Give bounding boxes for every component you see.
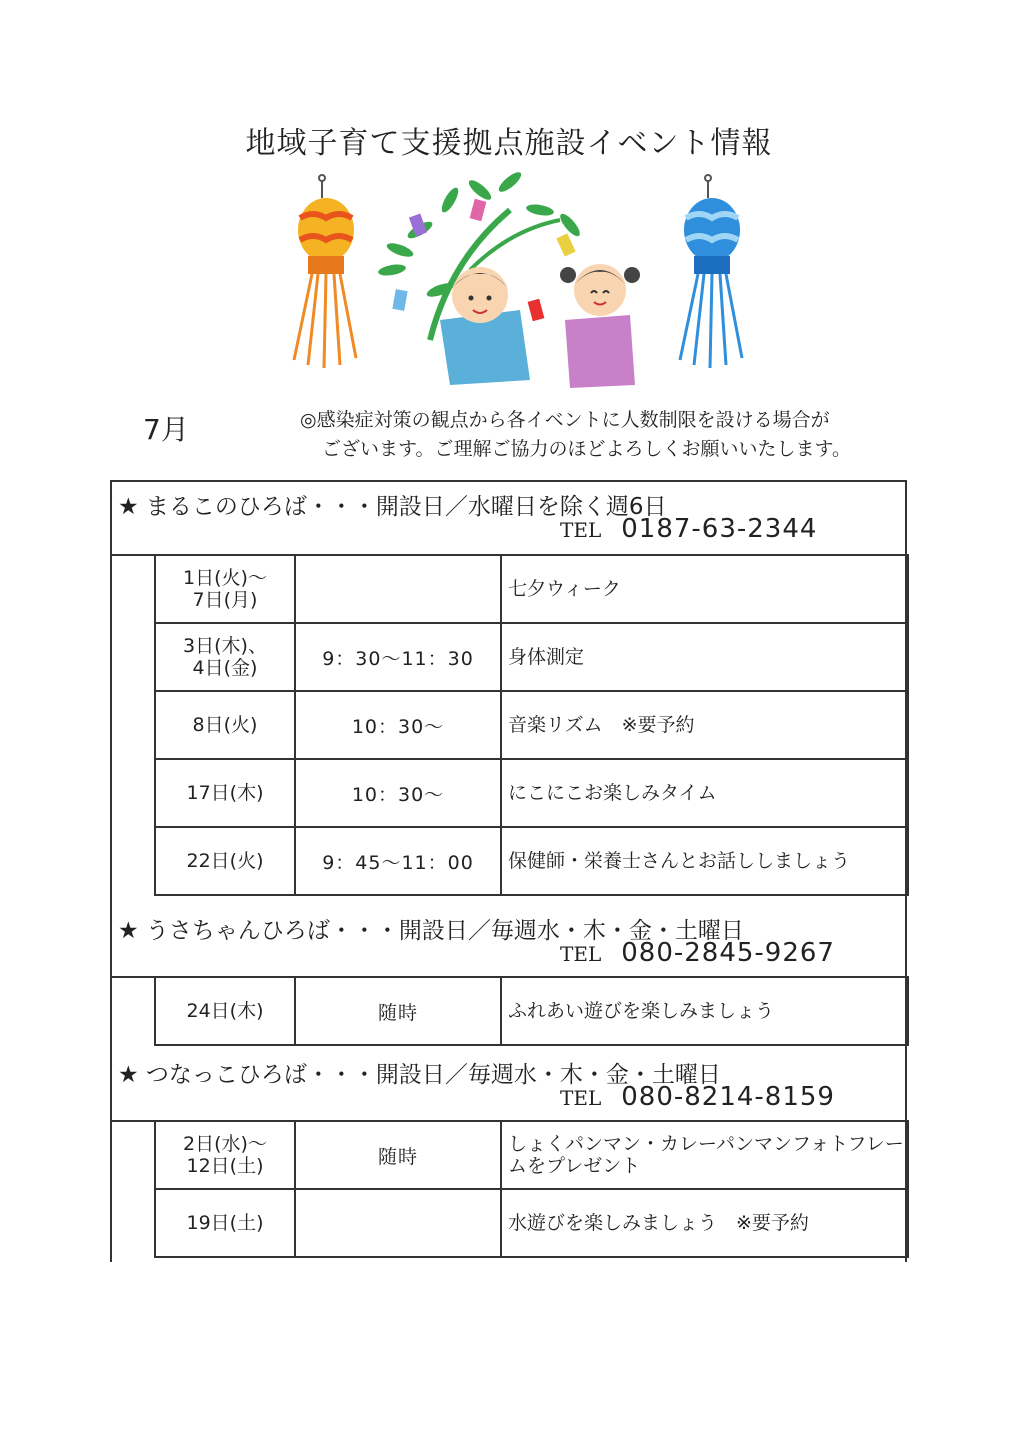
notice-line-1: ◎感染症対策の観点から各イベントに人数制限を設ける場合が	[300, 409, 830, 431]
event-date: 8日(火)	[155, 691, 295, 759]
event-time: 10：30～	[295, 691, 501, 759]
events-table-tsunakko	[154, 1120, 909, 1258]
section-tel	[560, 938, 835, 968]
notice-text	[300, 406, 910, 464]
event-date: 19日(土)	[155, 1189, 295, 1257]
event-time: 随時	[295, 1121, 501, 1189]
event-date: 3日(木)、 4日(金)	[155, 623, 295, 691]
tel-number: 080-8214-8159	[621, 1082, 835, 1112]
event-title: ふれあい遊びを楽しみましょう	[501, 977, 908, 1045]
table-row	[155, 623, 908, 691]
events-table-usachan	[154, 976, 909, 1046]
event-time: 10：30～	[295, 759, 501, 827]
page-title: 地域子育て支援拠点施設イベント情報	[245, 126, 773, 161]
table-row	[155, 759, 908, 827]
section-header-usachan	[110, 904, 907, 978]
event-time: 9：30～11：30	[295, 623, 501, 691]
event-frame	[110, 480, 907, 1262]
event-time	[295, 1189, 501, 1257]
tanabata-illustration	[280, 170, 760, 395]
event-date: 24日(木)	[155, 977, 295, 1045]
table-row	[155, 1189, 908, 1257]
event-date: 1日(火)～ 7日(月)	[155, 555, 295, 623]
section-tel	[560, 1082, 835, 1112]
event-title: しょくパンマン・カレーパンマンフォトフレームをプレゼント	[501, 1121, 908, 1189]
events-table-marukono	[154, 554, 909, 896]
blue-lantern-icon	[680, 175, 742, 368]
event-title: 七夕ウィーク	[501, 555, 908, 623]
section-name: ★ つなっこひろば・・・開設日／毎週水・木・金・土曜日	[118, 1062, 721, 1088]
section-tel	[560, 514, 817, 544]
tel-label: TEL	[560, 942, 602, 966]
event-time: 9：45～11：00	[295, 827, 501, 895]
event-date: 2日(水)～ 12日(土)	[155, 1121, 295, 1189]
section-header-tsunakko	[110, 1048, 907, 1122]
notice-line-2: ございます。ご理解ご協力のほどよろしくお願いいたします。	[322, 438, 851, 460]
section-name: ★ うさちゃんひろば・・・開設日／毎週水・木・金・土曜日	[118, 918, 744, 944]
orange-lantern-icon	[294, 175, 356, 368]
event-date: 22日(火)	[155, 827, 295, 895]
tel-label: TEL	[560, 518, 602, 542]
event-title: 保健師・栄養士さんとお話ししましょう	[501, 827, 908, 895]
tel-label: TEL	[560, 1086, 602, 1110]
table-row	[155, 555, 908, 623]
table-row	[155, 827, 908, 895]
table-row	[155, 977, 908, 1045]
event-time	[295, 555, 501, 623]
tel-number: 0187-63-2344	[621, 514, 818, 544]
event-time: 随時	[295, 977, 501, 1045]
event-title: にこにこお楽しみタイム	[501, 759, 908, 827]
girl-icon	[560, 264, 640, 388]
event-title: 水遊びを楽しみましょう ※要予約	[501, 1189, 908, 1257]
tel-number: 080-2845-9267	[621, 938, 835, 968]
event-title: 身体測定	[501, 623, 908, 691]
month-label: 7月	[143, 413, 189, 446]
section-name: ★ まるこのひろば・・・開設日／水曜日を除く週6日	[118, 494, 667, 520]
event-title: 音楽リズム ※要予約	[501, 691, 908, 759]
table-row	[155, 691, 908, 759]
event-date: 17日(木)	[155, 759, 295, 827]
section-header-marukono	[110, 480, 907, 556]
table-row	[155, 1121, 908, 1189]
